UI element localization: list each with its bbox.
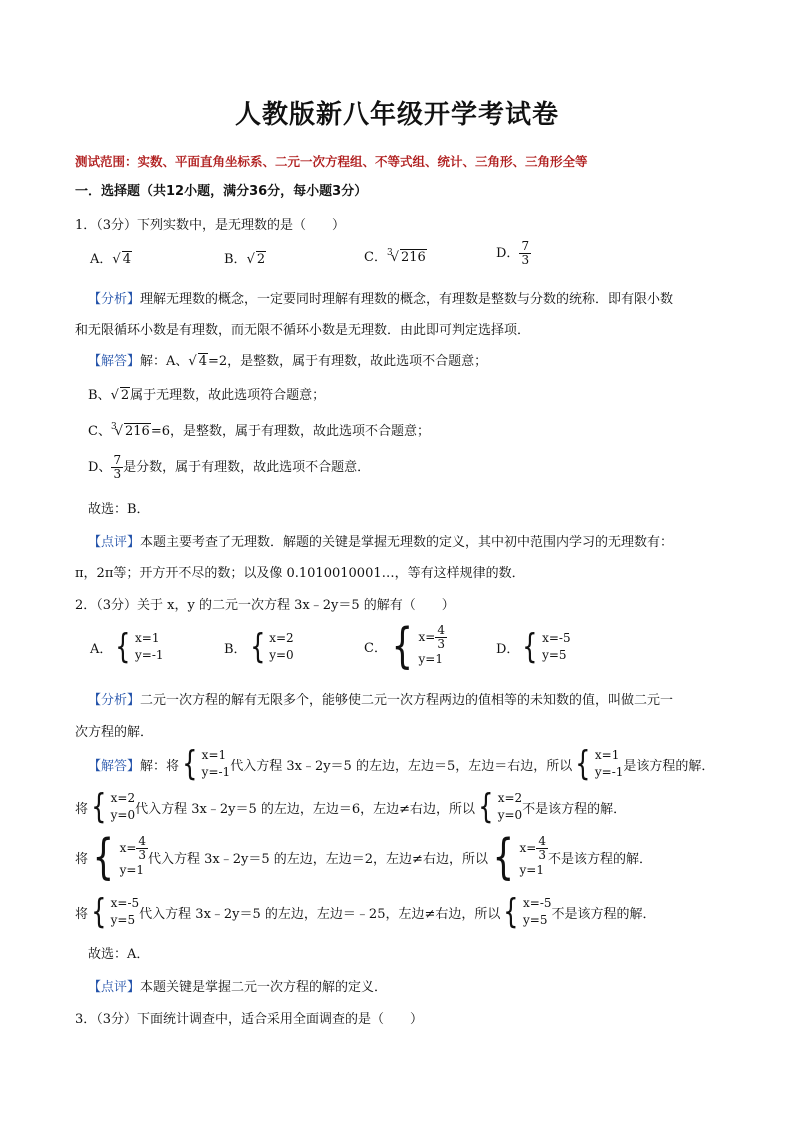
- q1-analysis-line-2: 和无限循环小数是有理数，而无限不循环小数是无理数．由此即可判定选择项．: [75, 323, 531, 338]
- q2-analysis-line-1: 【分析】二元一次方程的解有无限多个，能够使二元一次方程两边的值相等的未知数的值，叫做二元一: [88, 693, 674, 708]
- q2-option-a[interactable]: A． { x=1 y=-1: [90, 627, 164, 667]
- q2-choose: 故选：A．: [88, 947, 150, 962]
- page-title: 人教版新八年级开学考试卷: [234, 100, 559, 130]
- brace: {: [391, 618, 413, 674]
- q2-stem: 2．（3分）关于 x，y 的二元一次方程 3x﹣2y＝5 的解有（ ）: [75, 598, 455, 613]
- q1-comment-line-1: 【点评】本题主要考查了无理数．解题的关键是掌握无理数的定义，其中初中范围内学习的无理数有：: [88, 535, 674, 550]
- q2-answer-4: 将 { x=-5 y=5 代入方程 3x﹣2y＝5 的左边，左边＝﹣25，左边≠右边，所以 { x=-5 y=5 不是该方程的解．: [75, 892, 656, 932]
- brace: {: [522, 627, 538, 667]
- option-label: C．: [364, 250, 387, 265]
- option-label: D．: [496, 641, 520, 657]
- q1-analysis-line-1: 【分析】理解无理数的概念，一定要同时理解有理数的概念，有理数是整数与分数的统称．即有限小数: [88, 292, 674, 307]
- option-label: D．: [496, 246, 520, 261]
- q1-answer-a: 【解答】解：A、√ 4=2，是整数，属于有理数，故此选项不合题意；: [88, 354, 488, 369]
- cube-root: √ 216: [390, 250, 426, 265]
- q3-stem: 3．（3分）下面统计调查中，适合采用全面调查的是（ ）: [75, 1012, 424, 1027]
- q2-answer-3: 将 { x= $\frac{4}{3}$ y=1 代入方程 3x﹣2y＝5 的左边，左边＝2，左边≠右边，所以 { x= $\frac{4}{3}$ y=1 不是该方程的解．: [75, 829, 652, 885]
- q2-answer-2: 将 { x=2 y=0 代入方程 3x﹣2y＝5 的左边，左边＝6，左边≠右边，所以 { x=2 y=0 不是该方程的解．: [75, 787, 627, 827]
- q1-option-c[interactable]: C．$^3$√ 216: [364, 248, 426, 265]
- section-heading: 一．选择题（共12小题，满分36分，每小题3分）: [75, 184, 368, 199]
- q2-comment: 【点评】本题关键是掌握二元一次方程的解的定义．: [88, 980, 388, 995]
- q1-choose: 故选：B．: [88, 502, 150, 517]
- q2-option-b[interactable]: B． { x=2 y=0: [224, 627, 294, 667]
- sqrt: √ 4: [112, 252, 131, 267]
- q1-option-d[interactable]: [496, 240, 531, 267]
- option-label: A．: [90, 641, 113, 657]
- q1-answer-c: C、$^3$√ 216=6，是整数，属于有理数，故此选项不合题意；: [88, 422, 430, 439]
- q1-option-b[interactable]: [224, 248, 266, 267]
- q2-option-c[interactable]: C． { x= $\frac{4}{3}$ y=1: [364, 618, 445, 674]
- q2-option-d[interactable]: D． { x=-5 y=5: [496, 627, 571, 667]
- sqrt: √ 2: [246, 252, 266, 267]
- q1-comment-line-2: π，2π等；开方开不尽的数；以及像 0.1010010001…，等有这样规律的数．: [75, 566, 525, 581]
- fraction: $\frac{7}{3}$: [521, 239, 530, 267]
- q1-answer-b: B、√ 2属于无理数，故此选项符合题意；: [88, 388, 326, 403]
- option-label: A．: [90, 252, 113, 267]
- option-label: B．: [224, 252, 247, 267]
- q1-stem: 1．（3分）下列实数中，是无理数的是（ ）: [75, 218, 346, 233]
- test-scope: 测试范围：实数、平面直角坐标系、二元一次方程组、不等式组、统计、三角形、三角形全等: [75, 154, 588, 169]
- q2-answer-1: 【解答】 解：将 { x=1 y=-1 代入方程 3x﹣2y＝5 的左边，左边＝5，左边＝右边，所以 { x=1 y=-1 是该方程的解．: [88, 744, 715, 784]
- option-label: B．: [224, 641, 247, 657]
- brace: {: [115, 627, 131, 667]
- q2-analysis-line-2: 次方程的解．: [75, 725, 154, 740]
- brace: {: [249, 627, 265, 667]
- q1-answer-d: D、 $\frac{7}{3}$ 是分数，属于有理数，故此选项不合题意．: [88, 453, 371, 481]
- q1-option-a[interactable]: [90, 248, 132, 267]
- option-label: C．: [364, 640, 387, 656]
